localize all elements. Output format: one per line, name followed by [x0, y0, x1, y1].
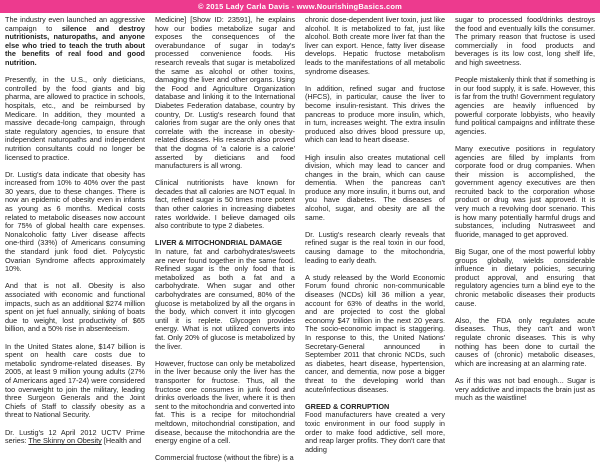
paragraph-text: [Health and: [101, 436, 142, 446]
column-3: [305, 15, 445, 454]
paragraph: Dr. Lustig's data indicate that obesity has increased from 10% to 40% over the past 30 years, due to these changes. There is now an epidemic of obesity even in infants as young as 6 months. Medical costs related to metabolic diseases now account for 75% of global health care expenses. Nonalcoholic fatty Liver disease affects one-third (33%) of Americans consuming the standard junk food diet. Polycystic Ovarian Syndrome affects approximately 10%.: [5, 169, 145, 274]
paragraph: However, fructose can only be metabolized in the liver because only the liver has the transporter for fructose. Thus, all the fructose one consumes in junk food and drinks overloads the liver, where it is then sent to the mitochondria and converted into fat. This is a recipe for mitochondrial meltdown, mitochondrial constipation, and disease, because the mitochondria are the energy engine of a cell.: [155, 358, 295, 446]
column-1: [5, 15, 145, 446]
paragraph: Dr. Lustig's research clearly reveals that refined sugar is the real toxin in our food, causing damage to the mitochondria, leading to early death.: [305, 229, 445, 265]
paragraph: [5, 16, 145, 68]
paragraph-text: Dr. Lustig's 12 April 2012 UCTV Prime series:: [5, 427, 145, 446]
header-copyright-text: © 2015 Lady Carla Davis - www.NourishingBasics.com: [197, 2, 403, 11]
column-2: [155, 15, 295, 463]
paragraph: In addition, refined sugar and fructose (HFCS), in particular, cause the liver to become insulin-resistant. This drives the pancreas to produce more insulin, which, in turn, increases weight. The extra insulin produced also drives blood pressure up, which can lead to heart disease.: [305, 83, 445, 145]
paragraph: sugar to processed food/drinks destroys the food and eventually kills the consumer. The primary reason that fructose is used commercially in food products and beverages is its low cost, long shelf life, and high sweetness.: [455, 15, 595, 67]
video-link[interactable]: The Skinny on Obesity: [28, 436, 102, 446]
paragraph: Big Sugar, one of the most powerful lobby groups globally, wields considerable influence in dietary policies, securing product approval, and ensuring that regulatory agencies turn a blind eye to the chronic metabolic diseases their products cause.: [455, 247, 595, 308]
paragraph: [5, 429, 145, 446]
paragraph: Food manufacturers have created a very toxic environment in our food supply in order to make food addictive, sell more, and reap larger profits. They don't care that adding: [305, 410, 445, 454]
paragraph-text: The industry even launched an aggressive campaign to: [5, 15, 145, 33]
paragraph: High insulin also creates mutational cell division, which may lead to cancer and changes in the brain, which can cause dementia. When the pancreas can't produce any more insulin, it burns out, and you have diabetes. The diseases of alcohol, sugar, and obesity are all the same.: [305, 152, 445, 222]
paragraph: Commercial fructose (without the fibre) is a: [155, 453, 294, 463]
paragraph: People mistakenly think that if something is in our food supply, it is safe. However, this is far from the truth! Government regulatory agencies are heavily influenced by powerful corporate lobbyists, who heavily fund political campaigns and infiltrate these agencies.: [455, 75, 595, 136]
paragraph: As if this was not bad enough... Sugar is very addictive and impacts the brain just as much as the waistline!: [455, 375, 595, 403]
paragraph: Presently, in the U.S., only dieticians, controlled by the food giants and big pharma, are allowed to practice in schools, hospitals, etc., and be reimbursed by Medicare. In addition, they mounted a massive decade-long campaign, through state regulatory agencies, to ensure that independent naturopaths and independent nutrition consultants could no longer be licensed to practice.: [5, 75, 145, 162]
paragraph: In the United States alone, $147 billion is spent on health care costs due to metabolic syndrome-related diseases. By 2005, at least 9 million young adults (27% of Americans aged 17-24) were considered too overweight to join the military, leading three Surgeon Generals and the Joint Chiefs of Staff to classify obesity as a threat to National Security.: [5, 341, 145, 420]
paragraph-bold-text: silence and destroy nutritionists, naturopaths, and anyone else who tried to teach the truth about the benefits of real food and good nutrition.: [5, 23, 145, 67]
section-heading: LIVER & MITOCHONDRIAL DAMAGE: [155, 238, 283, 248]
paragraph: And that is not all. Obesity is also associated with economic and functional impacts, such as an additional $274 million spent on jet fuel annually, sinking of boats due to weight, lost productivity of $65 billion, and a 50% rise in absenteeism.: [5, 281, 145, 334]
section-heading: GREED & CORRUPTION: [305, 401, 390, 411]
paragraph: chronic dose-dependent liver toxin, just like alcohol. It is metabolized to fat, just like alcohol. Both create more liver fat than the liver can export. Hence, fatty liver disease develops. Hepatic fructose metabolism leads to the manifestations of all metabolic syndrome diseases.: [305, 15, 445, 76]
paragraph: A study released by the World Economic Forum found chronic non-communicable diseases (NCDs) kill 36 million a year, account for 63% of deaths in the world, and are projected to cost the global economy $47 trillion in the next 20 years. The socio-economic impact is staggering. In response to this, the United Nations' Secretary-General announced in September 2011 that chronic NCDs, such as diabetes, heart disease, hypertension, cancer, and dementia, now pose a bigger threat to the developing world than acute/infectious diseases.: [305, 272, 445, 394]
paragraph: In nature, fat and carbohydrates/sweets are never found together in the same food. Refined sugar is the only food that is metabolized as both a fat and a carbohydrate. When sugar and other carbohydrates are consumed, 80% of the glucose is metabolized by all the organs in the body, which convert it into glycogen until it is replete. Glycogen provides energy. What is not utilized converts into fat. Only 20% of glucose is metabolized by the liver.: [155, 247, 295, 351]
paragraph: Many executive positions in regulatory agencies are filled by implants from corporate food or drug companies. When their mission is accomplished, the government agency executives are then recruited back to the corporation whose product or drug was just approved. It is very much a revolving door scenario. This is how many potentially harmful drugs and substances, including Nutrasweet and fluoride, managed to get approved.: [455, 143, 595, 239]
page-header-banner: [0, 0, 600, 13]
article-columns: [5, 15, 595, 463]
column-4: [455, 16, 595, 424]
paragraph: Medicine] [Show ID: 23591], he explains how our bodies metabolize sugar and exposes the consequences of the overabundance of sugar in today's processed convenience foods. His research reveals that sugar is metabolized the same as alcohol or other toxins, damaging the liver and other organs. Using the Food and Agriculture Organization database and linking it to the International Diabetes Federation database, country by country, Dr. Lustig's research found that calories from sugar are the only ones that correlate with the increase in obesity-related diseases. His research also proved that the dogma of 'a calorie is a calorie' asserted by dieticians and food manufacturers is all wrong.: [155, 15, 295, 171]
paragraph: Also, the FDA only regulates acute diseases. Thus, they can't and won't regulate chronic diseases. This is why nothing has been done to curtail the causes of (chronic) metabolic diseases, which are increasing at an alarming rate.: [455, 315, 595, 368]
paragraph: Clinical nutritionists have known for decades that all calories are NOT equal. In fact, refined sugar is 50 times more potent than other calories in increasing diabetes rates worldwide. I believe damaged oils also contribute to type 2 diabetes.: [155, 178, 295, 231]
